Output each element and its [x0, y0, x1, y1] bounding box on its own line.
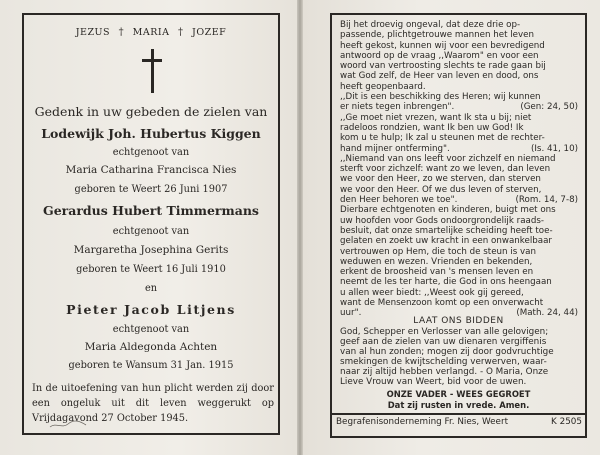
scripture-line: uur". (Math. 24, 44) [340, 308, 578, 319]
scripture-line: hand mijner ontferming". (Is. 41, 10) [340, 143, 578, 154]
scripture-line: ,,Niemand van ons leeft voor zichzelf en niemand [340, 153, 556, 164]
header-separator: † [118, 27, 125, 38]
funeral-home: Begrafenisonderneming Fr. Nies, Weert [336, 417, 509, 427]
scripture-line: er niets tegen inbrengen". (Gen: 24, 50) [340, 102, 578, 113]
bible-reference: (Is. 41, 10) [530, 143, 578, 154]
scripture-line: wat God zelf, de Heer van leven en dood, ons [340, 71, 539, 82]
prayer-header: LAAT ONS BIDDEN [413, 316, 504, 326]
birth-info-1: geboren te Weert 26 Juni 1907 [74, 184, 228, 195]
scripture-line: we voor den Heer. Of we dus leven of sterven, [340, 184, 542, 195]
scripture-line: weduwen en wezen. Vrienden en bekenden, [340, 256, 533, 267]
print-code: K 2505 [551, 417, 582, 427]
scripture-line: neemt de les ter harte, die God in ons heengaan [340, 277, 552, 288]
scripture-line: Bij het droevig ongeval, dat deze drie op- [340, 20, 521, 30]
scripture-line: kom u te hulp; Ik zal u steunen met de rechter- [340, 133, 545, 144]
header-maria: MARIA [132, 27, 170, 38]
scripture-line: ,,Dit is een beschikking des Heren; wij kunnen [340, 92, 541, 103]
prayer-line: naar zij altijd hebben verlangd. - O Maria, Onze [340, 367, 549, 377]
closing-text: In de uitoefening van hun plicht werden zij door een ongeluk uit dit leven weggerukt op Vrijdagavond 27 October 1945. [32, 383, 274, 424]
prayer-line: geef aan de zielen van uw dienaren vergiffenis [340, 337, 547, 347]
scripture-line: ,,Ge moet niet vrezen, want Ik sta u bij; niet [340, 112, 532, 123]
bible-reference: (Gen: 24, 50) [520, 102, 578, 113]
onze-vader-final: ONZE VADER - WEES GEGROET [386, 389, 531, 399]
scripture-line: vertrouwen op Hem, die toch de steun is van [340, 246, 536, 257]
spouse-label-3: echtgenoot van [112, 324, 190, 335]
scripture-line: erkent de broosheid van 's mensen leven en [340, 267, 534, 278]
intro-text: Gedenk in uw gebeden de zielen van [34, 104, 268, 119]
scripture-line: uw hoofden voor Gods ondoorgrondelijk raads- [340, 215, 545, 226]
scripture-line: want de Mensenzoon komt op een onverwacht [340, 298, 544, 309]
birth-info-2: geboren te Weert 16 Juli 1910 [76, 264, 226, 275]
header-jezus: JEZUS [75, 27, 111, 38]
scripture-text [340, 20, 578, 319]
spouse-label-2: echtgenoot van [112, 226, 190, 237]
prayer-line: God, Schepper en Verlosser van alle gelovigen; [340, 327, 549, 337]
prayer-line: Lieve Vrouw van Weert, bid voor de uwen. [340, 377, 527, 387]
scripture-line: Dierbare echtgenoten en kinderen, buigt met ons [340, 205, 556, 216]
scripture-line: heeft geopenbaard. [340, 81, 426, 92]
scripture-line: passende, plichtgetrouwe mannen het leven [340, 30, 535, 41]
scripture-line: u allen weer biedt: ,,Weest ook gij gereed, [340, 287, 524, 298]
scripture-line: den Heer behoren we toe". (Rom. 14, 7-8) [340, 195, 578, 206]
spouse-name-2: Margaretha Josephina Gerits [73, 244, 229, 256]
prayer-line: smekingen de kwijtschelding verwerven, waar- [340, 357, 547, 367]
deceased-name-2: Gerardus Hubert Timmermans [43, 203, 259, 218]
holy-names-header [22, 27, 280, 38]
rest-in-peace: Dat zij rusten in vrede. Amen. [387, 400, 530, 410]
scripture-line: sterft voor zichzelf: want zo we leven, dan leven [340, 164, 551, 175]
prayer-text [340, 327, 578, 387]
birth-info-3: geboren te Wansum 31 Jan. 1915 [68, 360, 234, 371]
conjunction-en: en [144, 283, 158, 294]
footer-rule [330, 413, 587, 415]
scripture-line: radeloos rondzien, want Ik ben uw God! Ik [340, 122, 524, 133]
scripture-line: heeft gekost, kunnen wij voor een bevredigend [340, 40, 545, 51]
header-separator: † [178, 27, 184, 38]
header-jozef: JOZEF [192, 27, 227, 38]
scripture-line: gelaten en zoekt uw kracht in een onwankelbaar [340, 236, 553, 247]
bible-reference: (Math. 24, 44) [516, 308, 578, 319]
prayer-line: van al hun zonden; mogen zij door godvruchtige [340, 347, 554, 357]
bible-reference: (Rom. 14, 7-8) [515, 195, 578, 206]
deceased-name-1: Lodewijk Joh. Hubertus Kiggen [41, 126, 261, 141]
deceased-name-3: Pieter Jacob Litjens [66, 302, 236, 317]
card-fold [297, 0, 303, 455]
scripture-line: woord van vertroosting slechts te rade gaan bij [340, 61, 546, 72]
pencil-mark [48, 418, 88, 430]
cross-icon [142, 49, 162, 93]
footer [336, 417, 582, 427]
scripture-line: we voor den Heer, zo we sterven, dan sterven [340, 174, 541, 185]
spouse-name-3: Maria Aldegonda Achten [84, 341, 218, 353]
spouse-label-1: echtgenoot van [112, 147, 190, 158]
scripture-line: besluit, dat onze smartelijke scheiding heeft toe- [340, 225, 553, 236]
spouse-name-1: Maria Catharina Francisca Nies [65, 164, 237, 176]
scripture-line: antwoord op de vraag ,,Waarom" en voor een [340, 50, 539, 61]
